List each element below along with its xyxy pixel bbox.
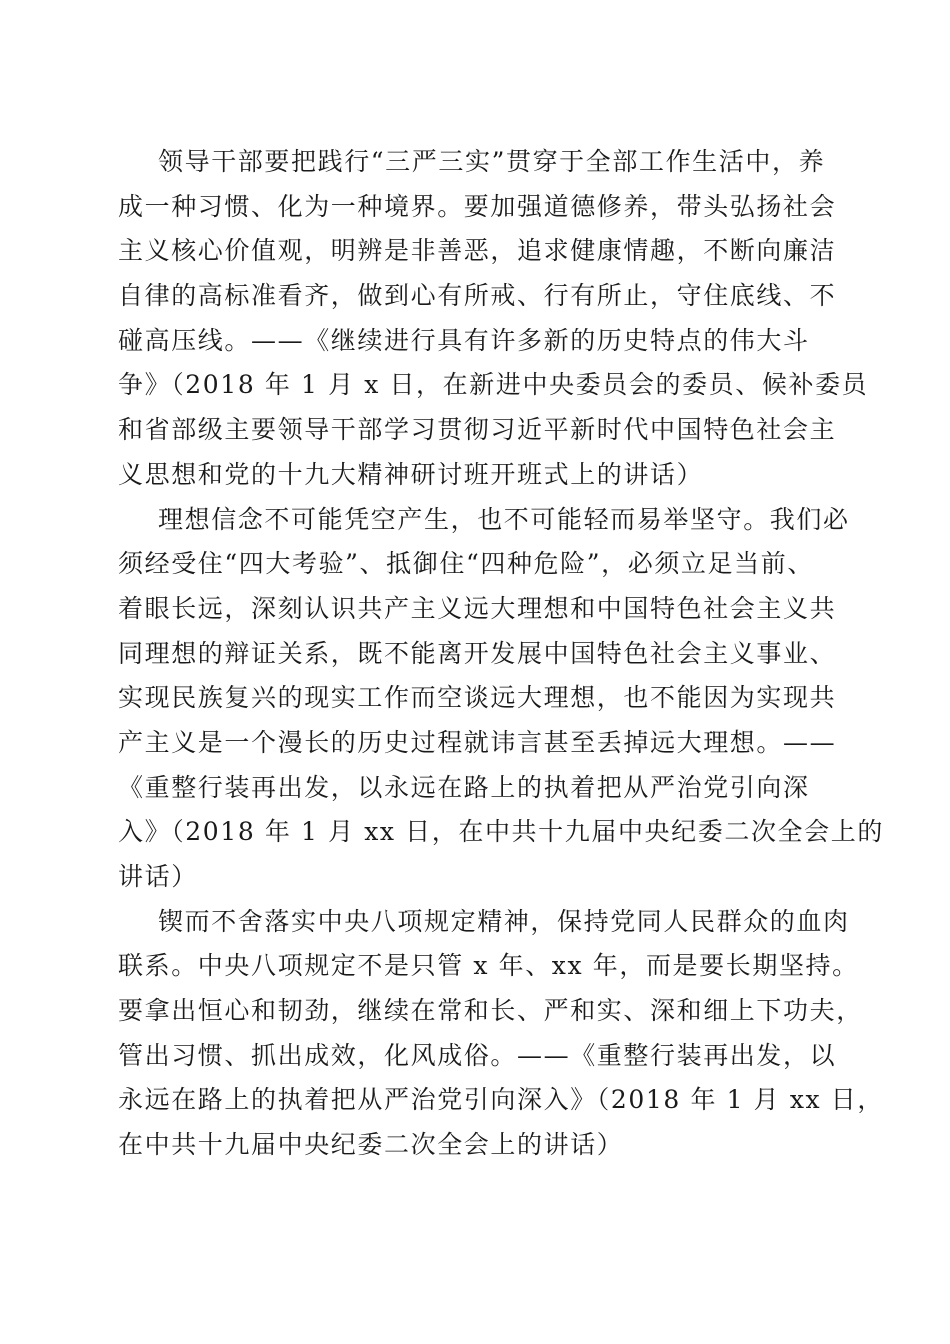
paragraph-line: 碰高压线。——《继续进行具有许多新的历史特点的伟大斗	[118, 325, 810, 355]
paragraph-line: 争》（2018 年 1 月 x 日，在新进中央委员会的委员、候补委员	[118, 370, 869, 400]
paragraph-line: 同理想的辩证关系，既不能离开发展中国特色社会主义事业、	[118, 638, 837, 668]
paragraph-line: 着眼长远，深刻认识共产主义远大理想和中国特色社会主义共	[118, 593, 837, 623]
paragraph-line: 产主义是一个漫长的历史过程就讳言甚至丢掉远大理想。——	[118, 727, 837, 757]
paragraph-line: 要拿出恒心和韧劲，继续在常和长、严和实、深和细上下功夫，	[118, 996, 863, 1026]
paragraph-line: 成一种习惯、化为一种境界。要加强道德修养，带头弘扬社会	[118, 191, 837, 221]
paragraph-line: 领导干部要把践行“三严三实”贯穿于全部工作生活中，养	[158, 147, 826, 176]
paragraph-line: 须经受住“四大考验”、抵御住“四种危险”，必须立足当前、	[118, 549, 814, 579]
paragraph-line: 管出习惯、抓出成效，化风成俗。——《重整行装再出发，以	[118, 1040, 837, 1070]
paragraph-line: 永远在路上的执着把从严治党引向深入》（2018 年 1 月 xx 日，	[118, 1085, 884, 1115]
paragraph-line: 讲话）	[118, 862, 198, 891]
paragraph-3	[118, 900, 884, 1168]
paragraph-line: 在中共十九届中央纪委二次全会上的讲话）	[118, 1130, 624, 1160]
paragraph-1	[118, 140, 869, 498]
paragraph-line: 理想信念不可能凭空产生，也不可能轻而易举坚守。我们必	[158, 504, 850, 534]
paragraph-line: 义思想和党的十九大精神研讨班开班式上的讲话）	[118, 459, 704, 489]
paragraph-line: 锲而不舍落实中央八项规定精神，保持党同人民群众的血肉	[158, 906, 850, 936]
paragraph-line: 自律的高标准看齐，做到心有所戒、行有所止，守住底线、不	[118, 281, 837, 311]
paragraph-line: 入》（2018 年 1 月 xx 日，在中共十九届中央纪委二次全会上的	[118, 817, 884, 847]
paragraph-2	[118, 498, 884, 900]
paragraph-line: 主义核心价值观，明辨是非善恶，追求健康情趣，不断向廉洁	[118, 236, 837, 266]
paragraph-line: 联系。中央八项规定不是只管 x 年、xx 年，而是要长期坚持。	[118, 951, 859, 981]
paragraph-line: 实现民族复兴的现实工作而空谈远大理想，也不能因为实现共	[118, 683, 837, 713]
paragraph-line: 和省部级主要领导干部学习贯彻习近平新时代中国特色社会主	[118, 415, 837, 445]
paragraph-line: 《重整行装再出发，以永远在路上的执着把从严治党引向深	[118, 772, 810, 802]
document-body	[118, 140, 884, 1168]
